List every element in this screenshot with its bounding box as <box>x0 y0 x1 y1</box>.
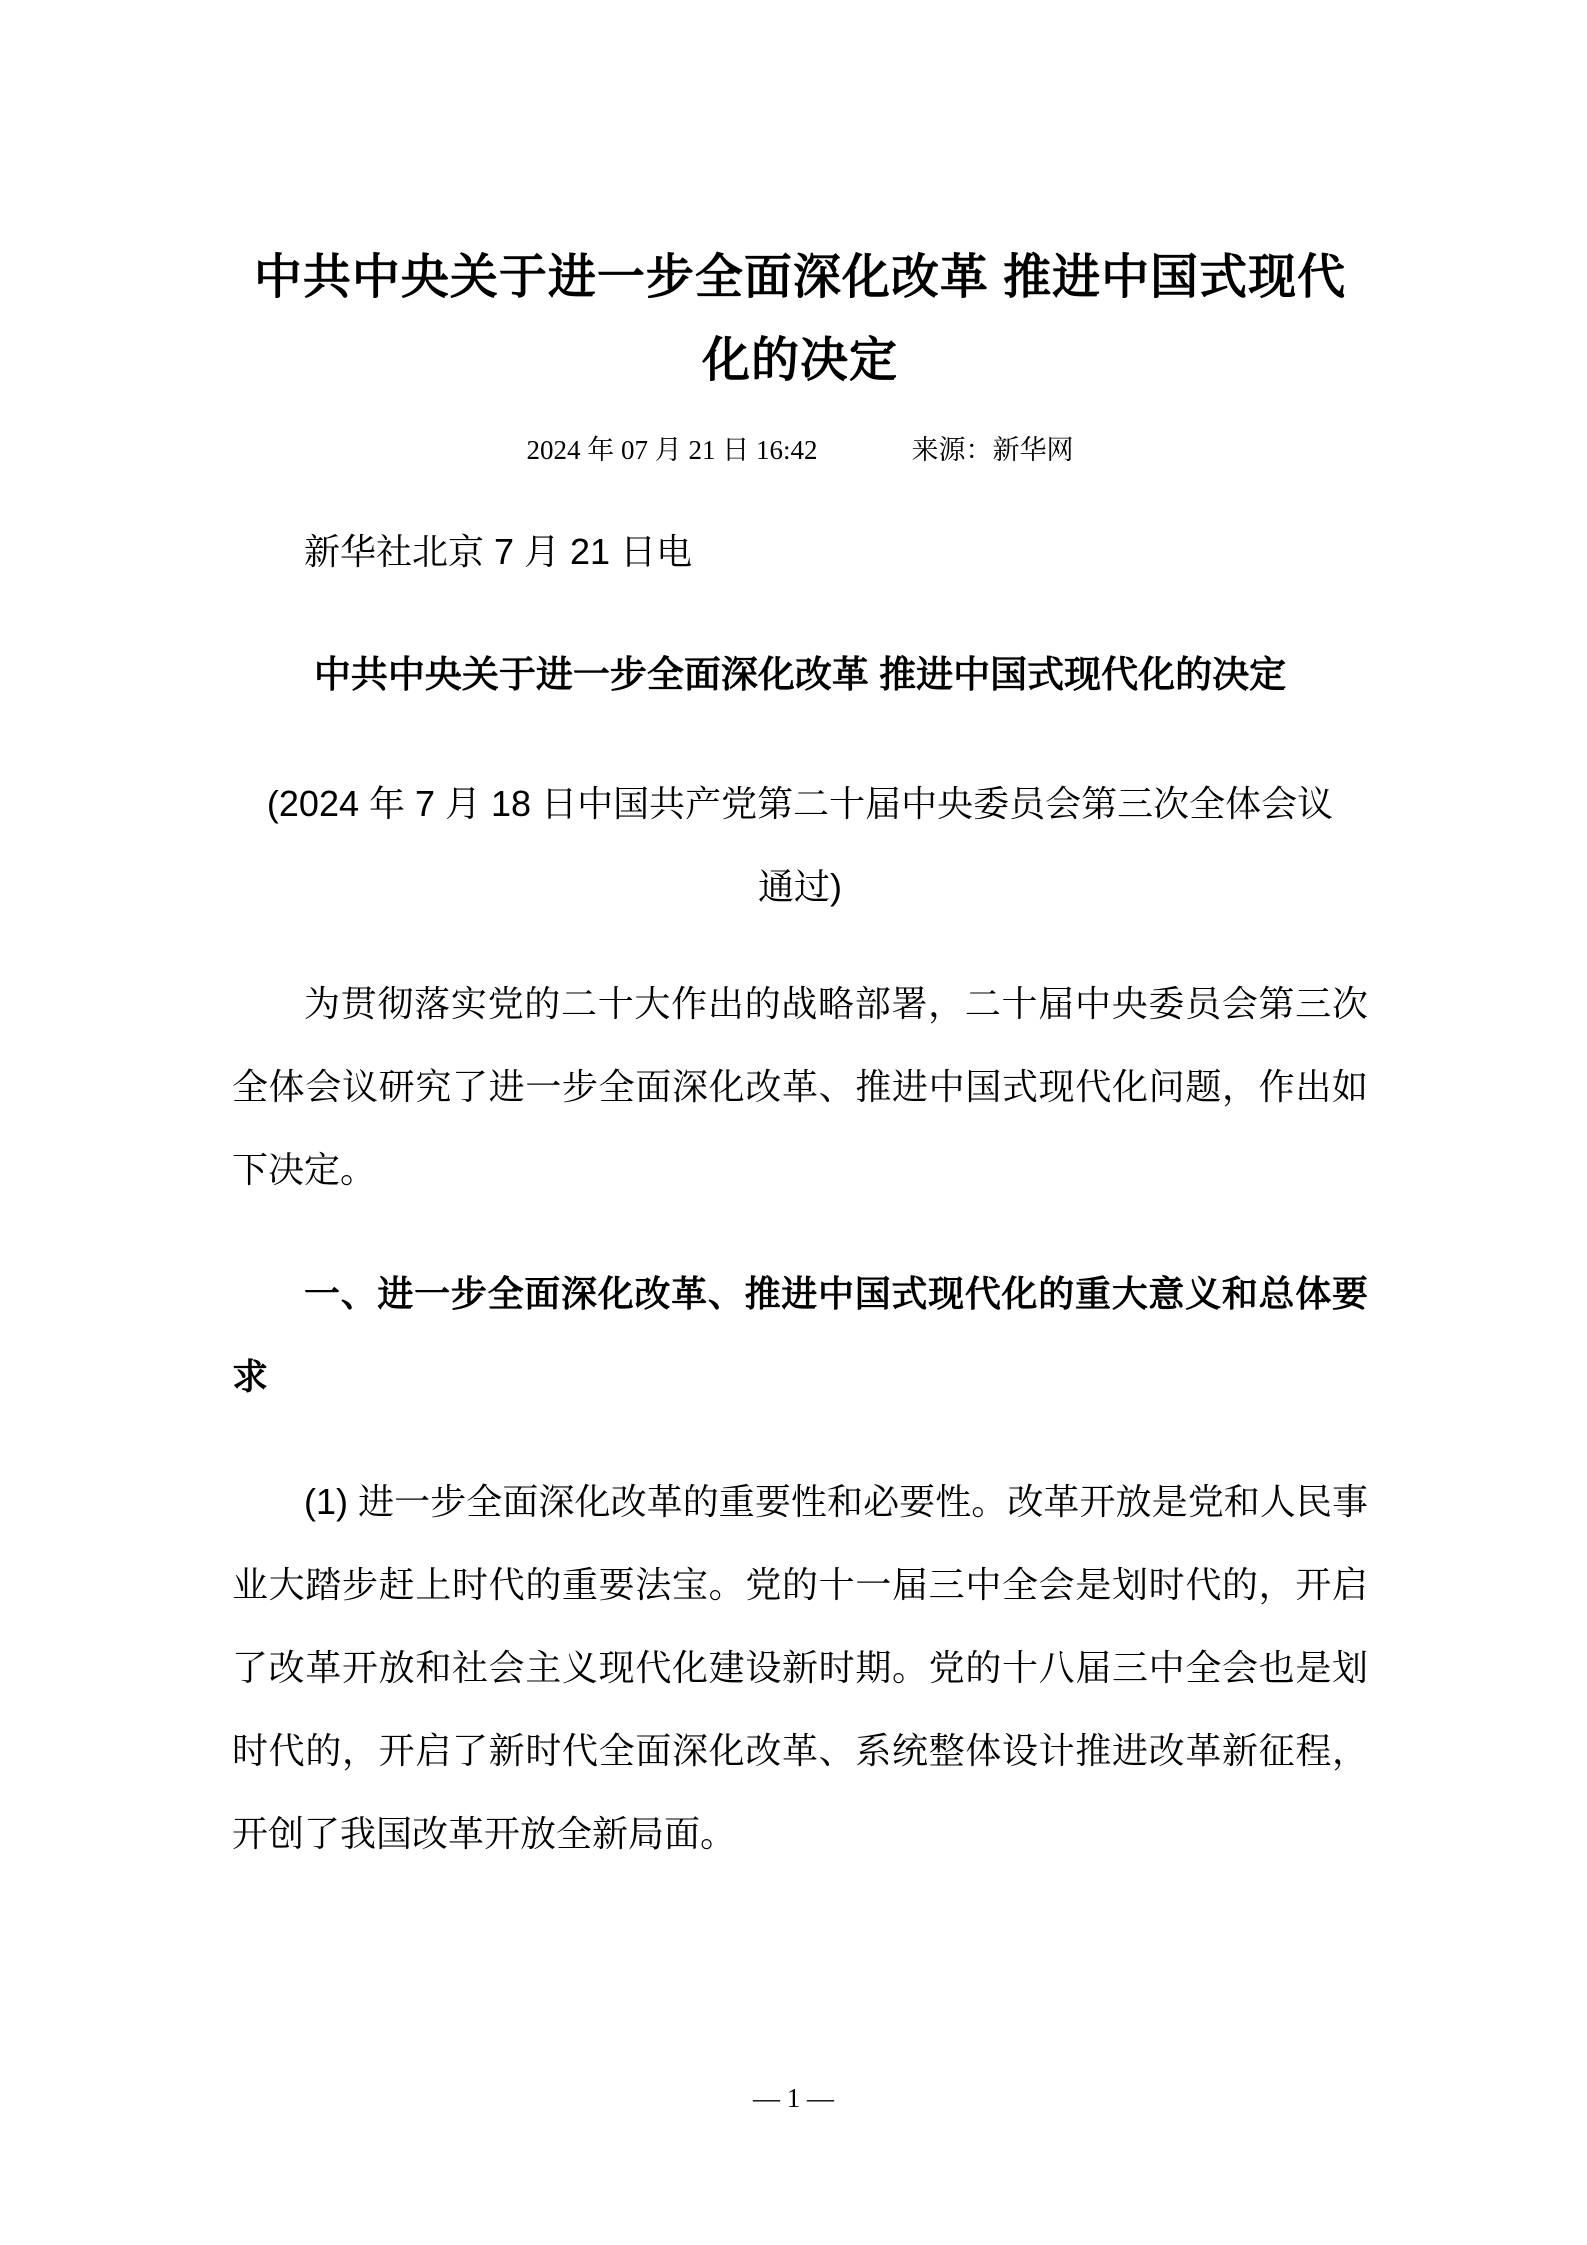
publish-datetime: 2024 年 07 月 21 日 16:42 <box>526 435 818 465</box>
meta-row <box>232 430 1368 470</box>
adoption-note-line-2: 通过) <box>758 866 842 907</box>
document-content <box>232 0 1368 1875</box>
source-label: 来源：新华网 <box>911 435 1074 465</box>
adoption-note-line-1: (2024 年 7 月 18 日中国共产党第二十届中央委员会第三次全体会议 <box>266 783 1334 824</box>
section-heading-1: 一、进一步全面深化改革、推进中国式现代化的重大意义和总体要求 <box>232 1273 1368 1397</box>
page-number: — 1 — <box>753 2083 834 2113</box>
body-paragraph-1: 为贯彻落实党的二十大作出的战略部署，二十届中央委员会第三次全体会议研究了进一步全面深化改革、推进中国式现代化问题，作出如下决定。 <box>232 983 1368 1190</box>
document-title-line-2: 化的决定 <box>701 334 898 387</box>
adoption-note <box>232 762 1368 928</box>
document-subtitle: 中共中央关于进一步全面深化改革 推进中国式现代化的决定 <box>313 654 1287 695</box>
news-agency-dateline: 新华社北京 7 月 21 日电 <box>304 531 693 572</box>
document-title-line-1: 中共中央关于进一步全面深化改革 推进中国式现代 <box>253 251 1347 304</box>
body-paragraph-2: (1) 进一步全面深化改革的重要性和必要性。改革开放是党和人民事业大踏步赶上时代的重要法宝。党的十一届三中全会是划时代的，开启了改革开放和社会主义现代化建设新时期。党的十八届三中全会也是划时代的，开启了新时代全面深化改革、系统整体设计推进改革新征程，开创了我国改革开放全新局面。 <box>232 1481 1368 1854</box>
document-title <box>232 236 1368 402</box>
